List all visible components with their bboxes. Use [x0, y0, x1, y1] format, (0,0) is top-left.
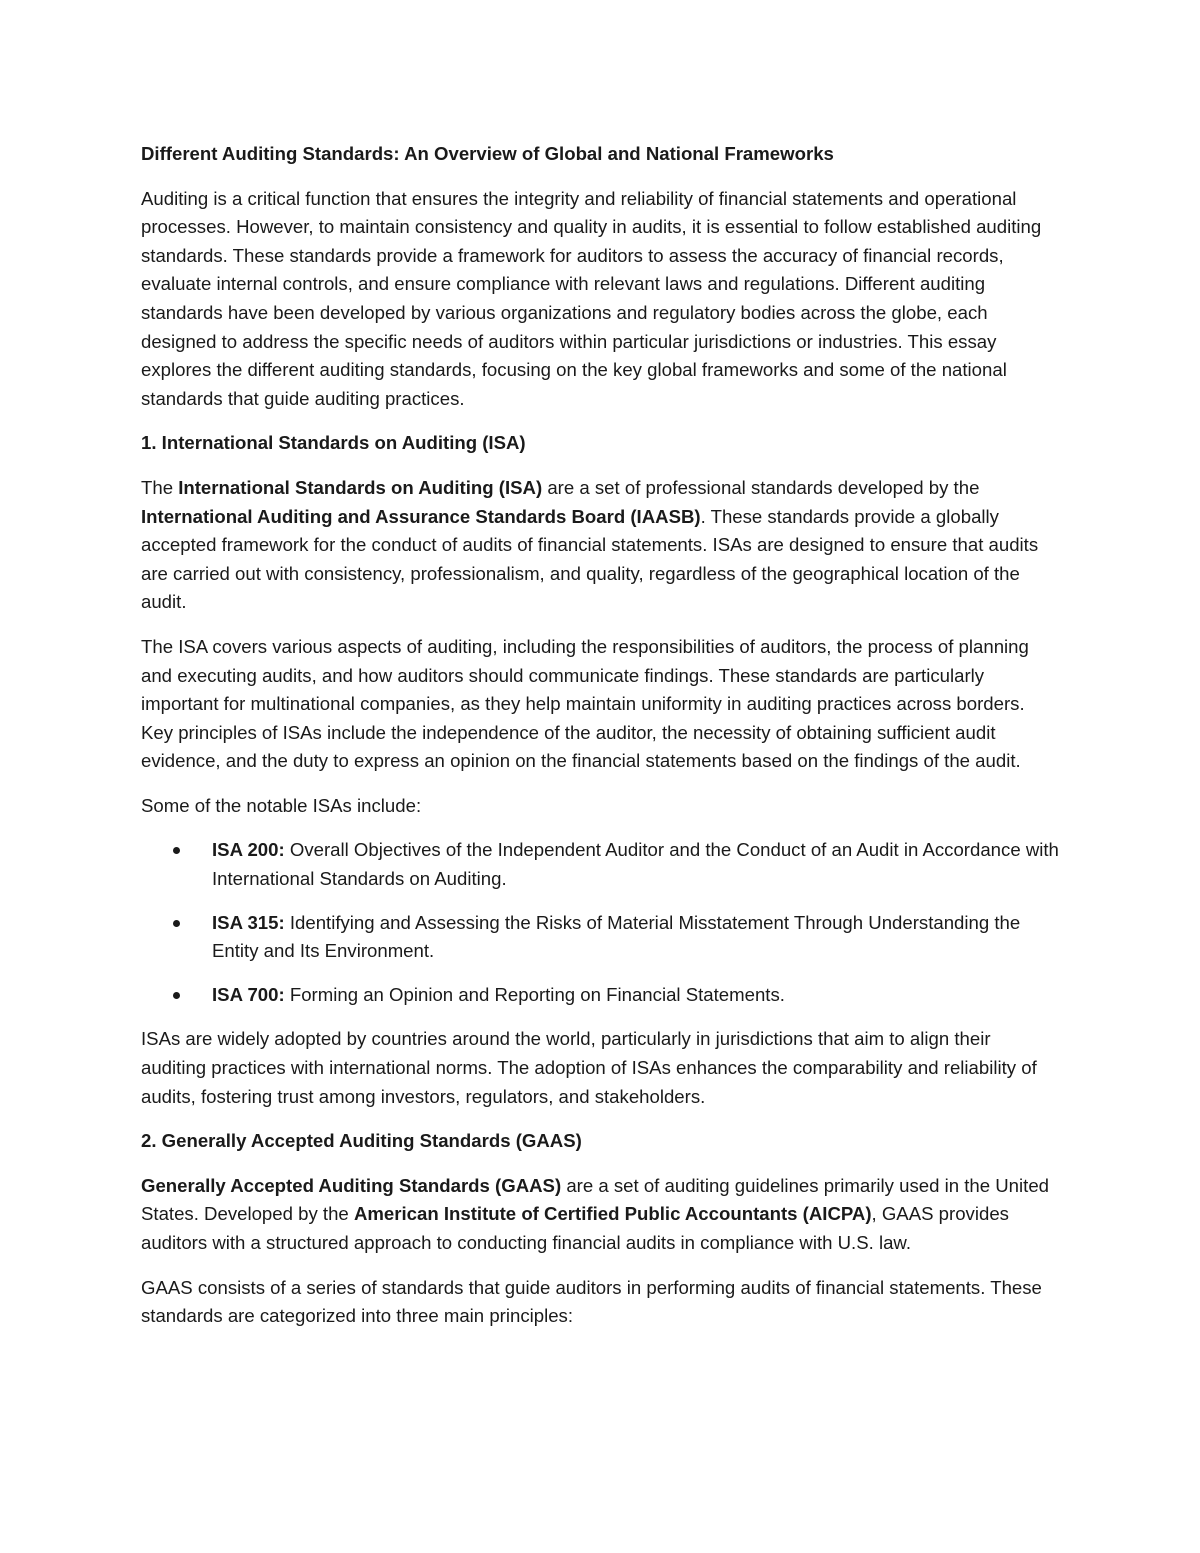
isa-list-intro: Some of the notable ISAs include:: [141, 794, 422, 816]
list-item-code: ISA 315:: [212, 911, 285, 933]
bullet-icon: [173, 992, 180, 999]
isa-paragraph-1: [141, 474, 1060, 617]
isa-p1-bold-isa: International Standards on Auditing (ISA): [178, 476, 543, 498]
isa-p1-text-3: . These standards provide a globally accepted framework for the conduct of audits of financial statements. ISAs are designed to ensure that audits are carried out with consistency, professionalism, and quality, regardless of the geographical location of the audit.: [141, 505, 1039, 613]
gaas-p1-bold-aicpa: American Institute of Certified Public Accountants (AICPA): [353, 1203, 872, 1225]
isa-p1-text-1: The: [141, 476, 179, 498]
isa-list: [141, 836, 1060, 1009]
gaas-p1-text-1: are a set of auditing guidelines primarily used in the United States. Developed by the: [141, 1174, 1050, 1225]
isa-section-heading: 1. International Standards on Auditing (ISA): [141, 432, 526, 454]
bullet-icon: [173, 847, 180, 854]
isa-p1-text-2: are a set of professional standards developed by the: [542, 476, 980, 498]
isa-paragraph-3: ISAs are widely adopted by countries around the world, particularly in jurisdictions that aim to align their auditing practices with international norms. The adoption of ISAs enhances the comparability and reliability of audits, fostering trust among investors, regulators, and stakeholders.: [141, 1028, 1037, 1107]
gaas-paragraph-2: GAAS consists of a series of standards that guide auditors in performing audits of financial statements. These standards are categorized into three main principles:: [141, 1276, 1042, 1327]
list-item-text: Forming an Opinion and Reporting on Financial Statements.: [284, 983, 785, 1005]
list-item-text: Identifying and Assessing the Risks of Material Misstatement Through Understanding the Entity and Its Environment.: [212, 911, 1021, 962]
isa-p1-bold-iaasb: International Auditing and Assurance Standards Board (IAASB): [141, 505, 701, 527]
intro-paragraph: Auditing is a critical function that ensures the integrity and reliability of financial statements and operational processes. However, to maintain consistency and quality in audits, it is essential to follow established auditing standards. These standards provide a framework for auditors to assess the accuracy of financial records, evaluate internal controls, and ensure compliance with relevant laws and regulations. Different auditing standards have been developed by various organizations and regulatory bodies across the globe, each designed to address the specific needs of auditors within particular jurisdictions or industries. This essay explores the different auditing standards, focusing on the key global frameworks and some of the national standards that guide auditing practices.: [141, 187, 1042, 409]
gaas-section-heading: 2. Generally Accepted Auditing Standards (GAAS): [141, 1130, 582, 1152]
list-item-code: ISA 700:: [212, 983, 285, 1005]
list-item: [141, 836, 1060, 893]
bullet-icon: [173, 920, 180, 927]
list-item-text: Overall Objectives of the Independent Auditor and the Conduct of an Audit in Accordance with International Standards on Auditing.: [212, 839, 1059, 890]
gaas-p1-text-2: , GAAS provides auditors with a structured approach to conducting financial audits in compliance with U.S. law.: [141, 1203, 1009, 1253]
list-item: [141, 909, 1060, 966]
gaas-paragraph-1: [141, 1172, 1060, 1258]
list-item-code: ISA 200:: [212, 839, 285, 861]
isa-paragraph-2: The ISA covers various aspects of auditing, including the responsibilities of auditors, the process of planning and executing audits, and how auditors should communicate findings. These standards are particularly important for multinational companies, as they help maintain uniformity in auditing practices across borders. Key principles of ISAs include the independence of the auditor, the necessity of obtaining sufficient audit evidence, and the duty to express an opinion on the financial statements based on the findings of the audit.: [141, 635, 1029, 772]
list-item: [141, 981, 1060, 1010]
document-title: Different Auditing Standards: An Overview of Global and National Frameworks: [141, 143, 834, 164]
gaas-p1-bold-gaas: Generally Accepted Auditing Standards (GAAS): [141, 1174, 562, 1196]
